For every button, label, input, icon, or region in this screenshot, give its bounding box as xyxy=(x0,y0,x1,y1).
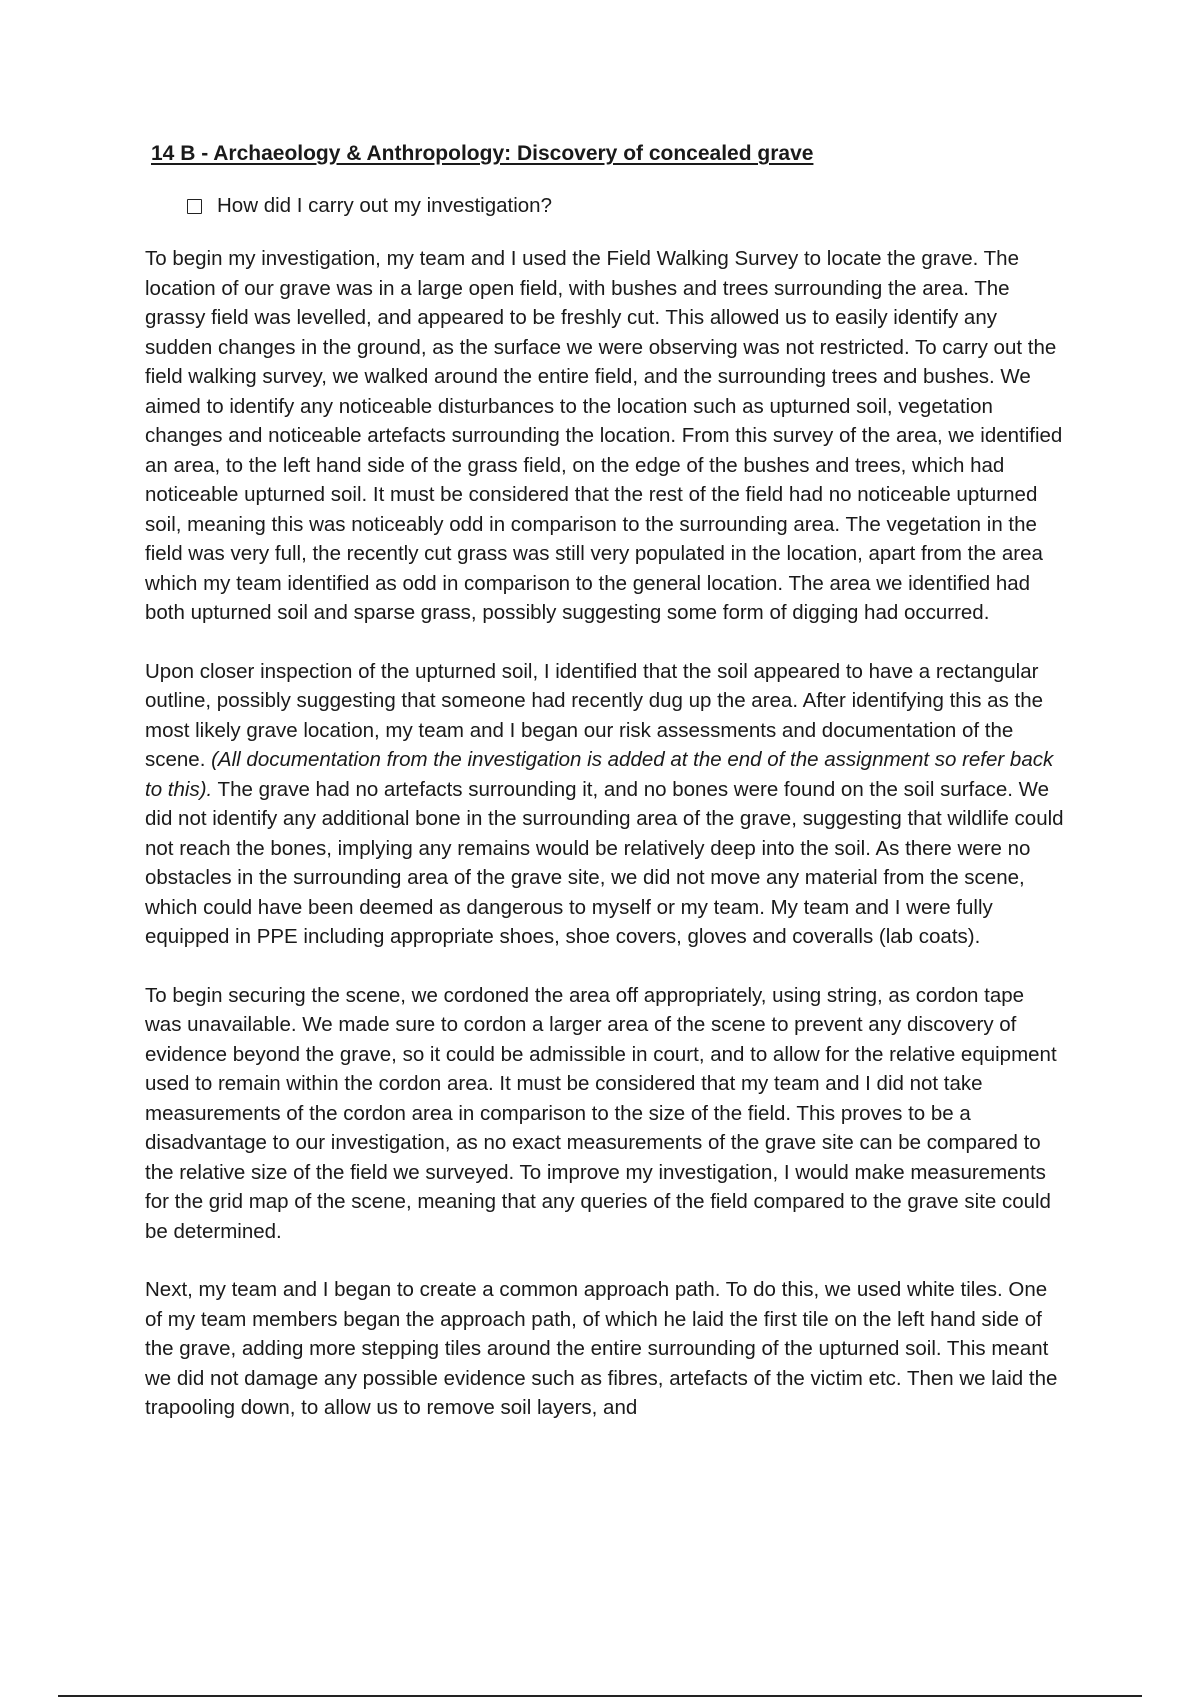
paragraph-text: The grave had no artefacts surrounding it, and no bones were found on the soil surface. We did not identify any additional bone in the surrounding area of the grave, suggesting that wildlife could not reach the bones, implying any remains would be relatively deep into the soil. As there were no obstacles in the surrounding area of the grave site, we did not move any material from the scene, which could have been deemed as dangerous to myself or my team. My team and I were fully equipped in PPE including appropriate shoes, shoe covers, gloves and coveralls (lab coats). xyxy=(145,777,1064,948)
document-page xyxy=(145,142,1065,1452)
paragraph-italic-note: (All documentation from the investigation is added at the end of the assignment so refer back to this). xyxy=(145,748,1054,801)
document-title: 14 B - Archaeology & Anthropology: Discovery of concealed grave xyxy=(151,142,814,165)
checkbox-icon[interactable] xyxy=(187,199,202,214)
checklist-item xyxy=(187,194,1065,218)
paragraph-approach-path: Next, my team and I began to create a common approach path. To do this, we used white tiles. One of my team members began the approach path, of which he laid the first tile on the left hand side of the grave, adding more stepping tiles around the entire surrounding of the upturned soil. This meant we did not damage any possible evidence such as fibres, artefacts of the victim etc. Then we laid the trapooling down, to allow us to remove soil layers, and xyxy=(145,1278,1058,1419)
paragraph-securing-scene: To begin securing the scene, we cordoned the area off appropriately, using string, as cordon tape was unavailable. We made sure to cordon a larger area of the scene to prevent any discovery of evidence beyond the grave, so it could be admissible in court, and to allow for the relative equipment used to remain within the cordon area. It must be considered that my team and I did not take measurements of the cordon area in comparison to the size of the field. This proves to be a disadvantage to our investigation, as no exact measurements of the grave site can be compared to the relative size of the field we surveyed. To improve my investigation, I would make measurements for the grid map of the scene, meaning that any queries of the field compared to the grave site could be determined. xyxy=(145,983,1057,1243)
paragraph-closer-inspection xyxy=(145,657,1065,952)
paragraph-text: Upon closer inspection of the upturned soil, I identified that the soil appeared to have a rectangular outline, possibly suggesting that someone had recently dug up the area. After identifying this as the most likely grave location, my team and I began our risk assessments and documentation of the scene. xyxy=(145,659,1044,771)
checklist-item-label: How did I carry out my investigation? xyxy=(217,194,552,217)
page-bottom-divider xyxy=(58,1695,1142,1697)
paragraph-field-walking-survey: To begin my investigation, my team and I used the Field Walking Survey to locate the grave. The location of our grave was in a large open field, with bushes and trees surrounding the area. The grassy field was levelled, and appeared to be freshly cut. This allowed us to easily identify any sudden changes in the ground, as the surface we were observing was not restricted. To carry out the field walking survey, we walked around the entire field, and the surrounding trees and bushes. We aimed to identify any noticeable disturbances to the location such as upturned soil, vegetation changes and noticeable artefacts surrounding the location. From this survey of the area, we identified an area, to the left hand side of the grass field, on the edge of the bushes and trees, which had noticeable upturned soil. It must be considered that the rest of the field had no noticeable upturned soil, meaning this was noticeably odd in comparison to the surrounding area. The vegetation in the field was very full, the recently cut grass was still very populated in the location, apart from the area which my team identified as odd in comparison to the general location. The area we identified had both upturned soil and sparse grass, possibly suggesting some form of digging had occurred. xyxy=(145,247,1063,624)
